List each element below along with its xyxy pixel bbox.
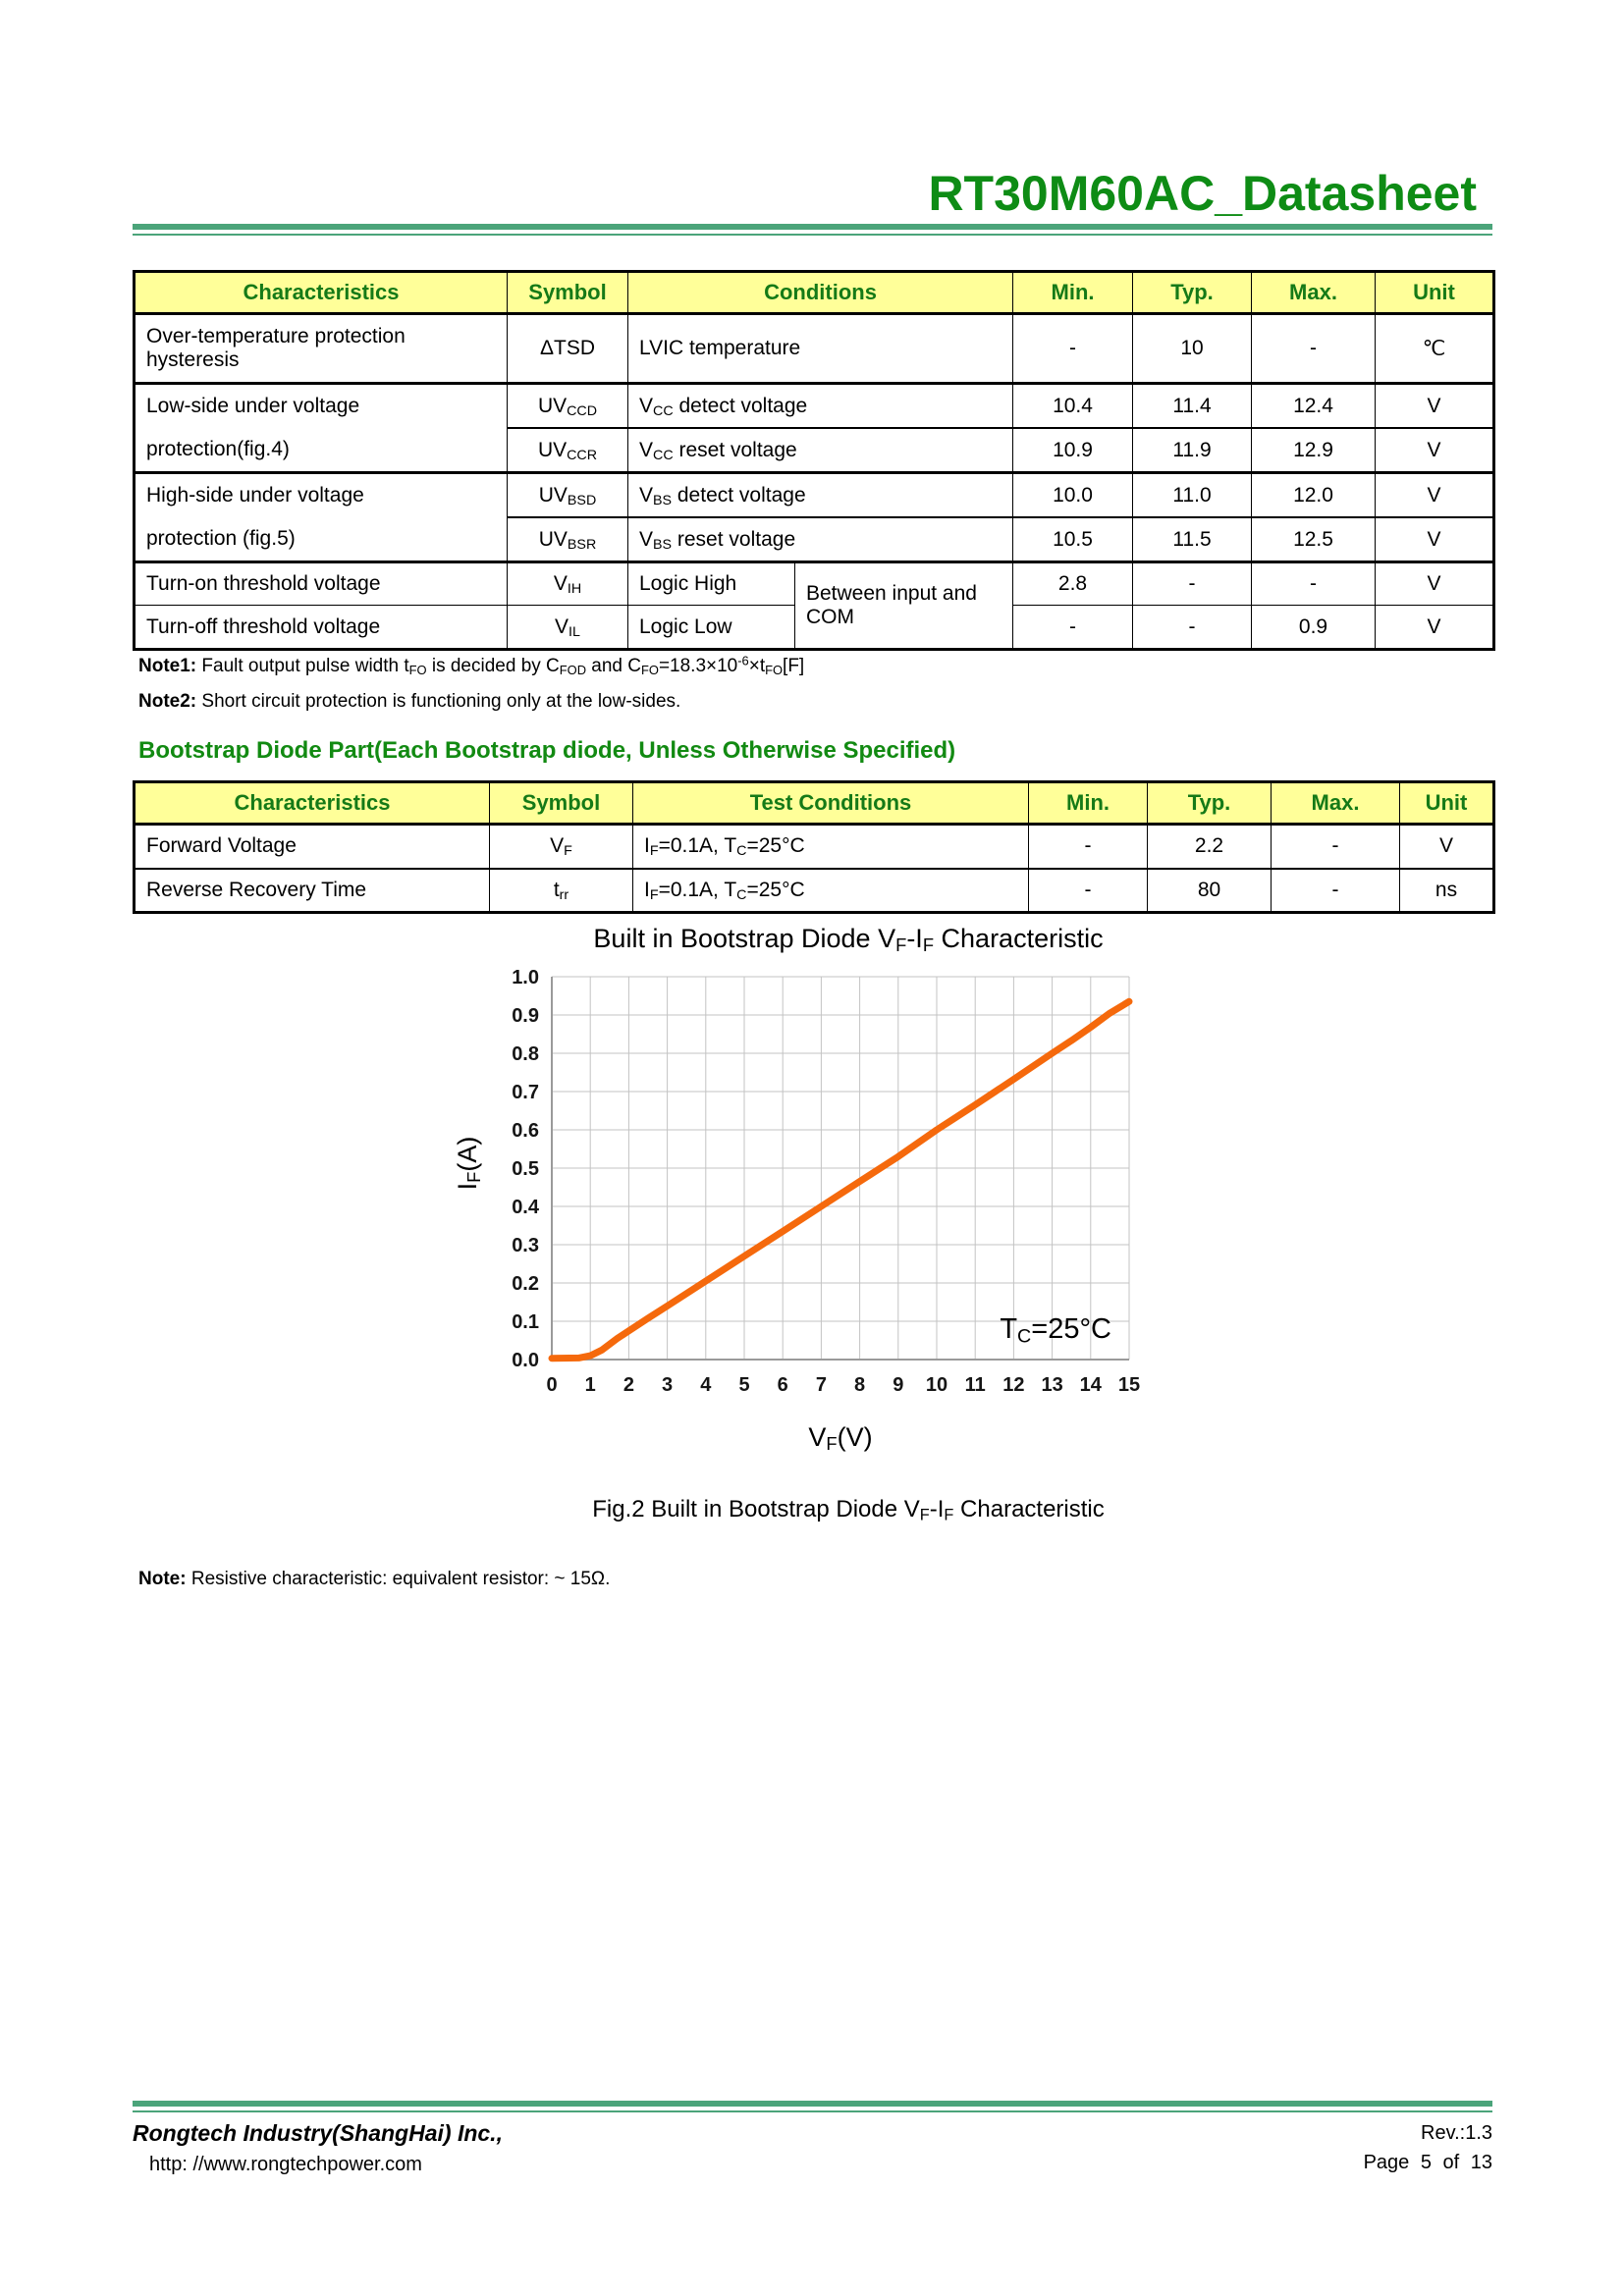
col-header-characteristics: Characteristics <box>135 782 490 825</box>
svg-text:0.8: 0.8 <box>512 1043 539 1065</box>
unit-cell: ℃ <box>1376 314 1494 384</box>
unit-cell: V <box>1400 825 1494 869</box>
min-cell: - <box>1029 825 1148 869</box>
unit-cell: ns <box>1400 869 1494 913</box>
min-cell: 10.0 <box>1013 473 1133 518</box>
symbol-cell: $V_F$ <box>490 825 633 869</box>
unit-cell: V <box>1376 606 1494 650</box>
condition-cell: $V_{BS}$ detect voltage <box>628 473 1013 518</box>
min-cell: - <box>1029 869 1148 913</box>
typ-cell: 10 <box>1133 314 1252 384</box>
svg-text:6: 6 <box>777 1374 788 1396</box>
characteristic-cell: Forward Voltage <box>135 825 490 869</box>
svg-text:13: 13 <box>1041 1374 1063 1396</box>
bottom-note <box>138 1569 610 1590</box>
table-header-row <box>135 272 1494 314</box>
footer-rule-thin <box>133 2110 1492 2112</box>
col-header-min: Min. <box>1013 272 1133 314</box>
section-heading-bootstrap-diode: Bootstrap Diode Part(Each Bootstrap diode, Unless Otherwise Specified) <box>138 737 956 764</box>
condition-cell: LVIC temperature <box>628 314 1013 384</box>
chart-y-axis-label: $I_F(A)$ <box>453 1136 485 1191</box>
svg-text:5: 5 <box>738 1374 750 1396</box>
svg-text:0: 0 <box>546 1374 558 1396</box>
symbol-cell: ΔTSD <box>508 314 628 384</box>
condition-cell: $I_F=0.1A$, $T_C=25^\circ C$ <box>633 825 1029 869</box>
typ-cell: 11.4 <box>1133 384 1252 429</box>
note1-label: Note1: <box>138 656 197 676</box>
typ-cell: - <box>1133 606 1252 650</box>
characteristic-cell: Turn-on threshold voltage <box>135 562 508 606</box>
svg-text:1.0: 1.0 <box>512 967 539 988</box>
typ-cell: - <box>1133 562 1252 606</box>
col-header-symbol: Symbol <box>508 272 628 314</box>
bottom-note-label: Note: <box>138 1569 187 1589</box>
svg-text:7: 7 <box>815 1374 827 1396</box>
note2-text: Short circuit protection is functioning only at the low-sides. <box>196 691 681 712</box>
max-cell: 12.4 <box>1252 384 1376 429</box>
svg-text:0.4: 0.4 <box>512 1197 539 1218</box>
unit-cell: V <box>1376 562 1494 606</box>
min-cell: 10.9 <box>1013 428 1133 473</box>
unit-cell: V <box>1376 517 1494 562</box>
condition-cell: $V_{CC}$ detect voltage <box>628 384 1013 429</box>
footer-page-number: Page 5 of 13 <box>1363 2152 1492 2173</box>
typ-cell: 2.2 <box>1148 825 1272 869</box>
characteristic-cell: Turn-off threshold voltage <box>135 606 508 650</box>
svg-text:9: 9 <box>893 1374 904 1396</box>
col-header-characteristics: Characteristics <box>135 272 508 314</box>
col-header-typ: Typ. <box>1148 782 1272 825</box>
svg-text:0.7: 0.7 <box>512 1082 539 1103</box>
max-cell: 12.5 <box>1252 517 1376 562</box>
svg-text:14: 14 <box>1079 1374 1102 1396</box>
col-header-min: Min. <box>1029 782 1148 825</box>
symbol-cell: $UV_{BSR}$ <box>508 517 628 562</box>
col-header-symbol: Symbol <box>490 782 633 825</box>
note1 <box>138 653 805 677</box>
table-row <box>135 562 1494 606</box>
bottom-note-text: Resistive characteristic: equivalent resistor: ~ 15Ω. <box>186 1569 611 1589</box>
col-header-unit: Unit <box>1376 272 1494 314</box>
note1-text: Fault output pulse width $t_{FO}$ is decided by $C_{FOD}$ and $C_{FO}=18.3\times 10^{-6}\times t_{FO}[F]$ <box>196 653 805 677</box>
condition-cell: $I_F=0.1A$, $T_C=25^\circ C$ <box>633 869 1029 913</box>
col-header-unit: Unit <box>1400 782 1494 825</box>
svg-text:4: 4 <box>700 1374 712 1396</box>
min-cell: 10.4 <box>1013 384 1133 429</box>
svg-text:0.2: 0.2 <box>512 1273 539 1295</box>
bootstrap-diode-table <box>133 780 1495 914</box>
svg-text:8: 8 <box>854 1374 866 1396</box>
condition-cell: $V_{CC}$ reset voltage <box>628 428 1013 473</box>
svg-text:0.3: 0.3 <box>512 1235 539 1256</box>
typ-cell: 11.9 <box>1133 428 1252 473</box>
max-cell: - <box>1272 869 1400 913</box>
max-cell: - <box>1272 825 1400 869</box>
table-row <box>135 314 1494 384</box>
symbol-cell: $V_{IH}$ <box>508 562 628 606</box>
condition-cell: Logic High <box>628 562 795 606</box>
unit-cell: V <box>1376 428 1494 473</box>
characteristic-cell: Low-side under voltage protection(fig.4) <box>135 384 508 473</box>
col-header-conditions: Conditions <box>628 272 1013 314</box>
max-cell: 12.0 <box>1252 473 1376 518</box>
table-row <box>135 825 1494 869</box>
unit-cell: V <box>1376 384 1494 429</box>
note2-label: Note2: <box>138 691 197 712</box>
symbol-cell: $t_{rr}$ <box>490 869 633 913</box>
note2 <box>138 691 680 713</box>
typ-cell: 11.5 <box>1133 517 1252 562</box>
min-cell: - <box>1013 314 1133 384</box>
symbol-cell: $UV_{CCD}$ <box>508 384 628 429</box>
svg-text:1: 1 <box>584 1374 596 1396</box>
max-cell: 12.9 <box>1252 428 1376 473</box>
symbol-cell: $UV_{BSD}$ <box>508 473 628 518</box>
max-cell: - <box>1252 562 1376 606</box>
typ-cell: 11.0 <box>1133 473 1252 518</box>
footer-url: http: //www.rongtechpower.com <box>149 2154 422 2175</box>
typ-cell: 80 <box>1148 869 1272 913</box>
table-header-row <box>135 782 1494 825</box>
chart-annotation-tc25: $T_C=25^\circ C$ <box>1000 1313 1111 1348</box>
chart-title: Built in Bootstrap Diode $V_F-I_F$ Characteristic <box>593 924 1104 956</box>
min-cell: 2.8 <box>1013 562 1133 606</box>
header-rule-thick <box>133 224 1492 230</box>
col-header-test-conditions: Test Conditions <box>633 782 1029 825</box>
svg-text:0.1: 0.1 <box>512 1311 539 1333</box>
characteristic-cell: Over-temperature protection hysteresis <box>135 314 508 384</box>
condition-cell: Logic Low <box>628 606 795 650</box>
condition-cell: $V_{BS}$ reset voltage <box>628 517 1013 562</box>
shared-condition-cell: Between input and COM <box>795 562 1013 650</box>
col-header-max: Max. <box>1252 272 1376 314</box>
svg-text:15: 15 <box>1117 1374 1141 1396</box>
col-header-typ: Typ. <box>1133 272 1252 314</box>
max-cell: - <box>1252 314 1376 384</box>
svg-text:0.9: 0.9 <box>512 1005 539 1027</box>
unit-cell: V <box>1376 473 1494 518</box>
col-header-max: Max. <box>1272 782 1400 825</box>
svg-text:0.6: 0.6 <box>512 1120 539 1142</box>
svg-text:2: 2 <box>623 1374 634 1396</box>
characteristic-cell: High-side under voltage protection (fig.5) <box>135 473 508 562</box>
svg-text:0.0: 0.0 <box>512 1350 539 1371</box>
footer-rule-thick <box>133 2101 1492 2107</box>
figure-caption: Fig.2 Built in Bootstrap Diode $V_F-I_F$ Characteristic <box>592 1496 1105 1524</box>
max-cell: 0.9 <box>1252 606 1376 650</box>
svg-text:10: 10 <box>925 1374 948 1396</box>
min-cell: - <box>1013 606 1133 650</box>
table-row <box>135 869 1494 913</box>
chart-x-axis-label: $V_F(V)$ <box>808 1422 873 1455</box>
footer-company: Rongtech Industry(ShangHai) Inc., <box>133 2120 503 2146</box>
symbol-cell: $UV_{CCR}$ <box>508 428 628 473</box>
electrical-characteristics-table <box>133 270 1495 651</box>
table-row <box>135 473 1494 518</box>
svg-text:12: 12 <box>1002 1374 1025 1396</box>
symbol-cell: $V_{IL}$ <box>508 606 628 650</box>
min-cell: 10.5 <box>1013 517 1133 562</box>
page-title: RT30M60AC_Datasheet <box>928 166 1477 221</box>
header-rule-thin <box>133 234 1492 236</box>
svg-text:0.5: 0.5 <box>512 1158 539 1180</box>
table-row <box>135 384 1494 429</box>
characteristic-cell: Reverse Recovery Time <box>135 869 490 913</box>
svg-text:3: 3 <box>662 1374 674 1396</box>
footer-revision: Rev.:1.3 <box>1421 2122 1492 2144</box>
svg-text:11: 11 <box>964 1374 986 1396</box>
